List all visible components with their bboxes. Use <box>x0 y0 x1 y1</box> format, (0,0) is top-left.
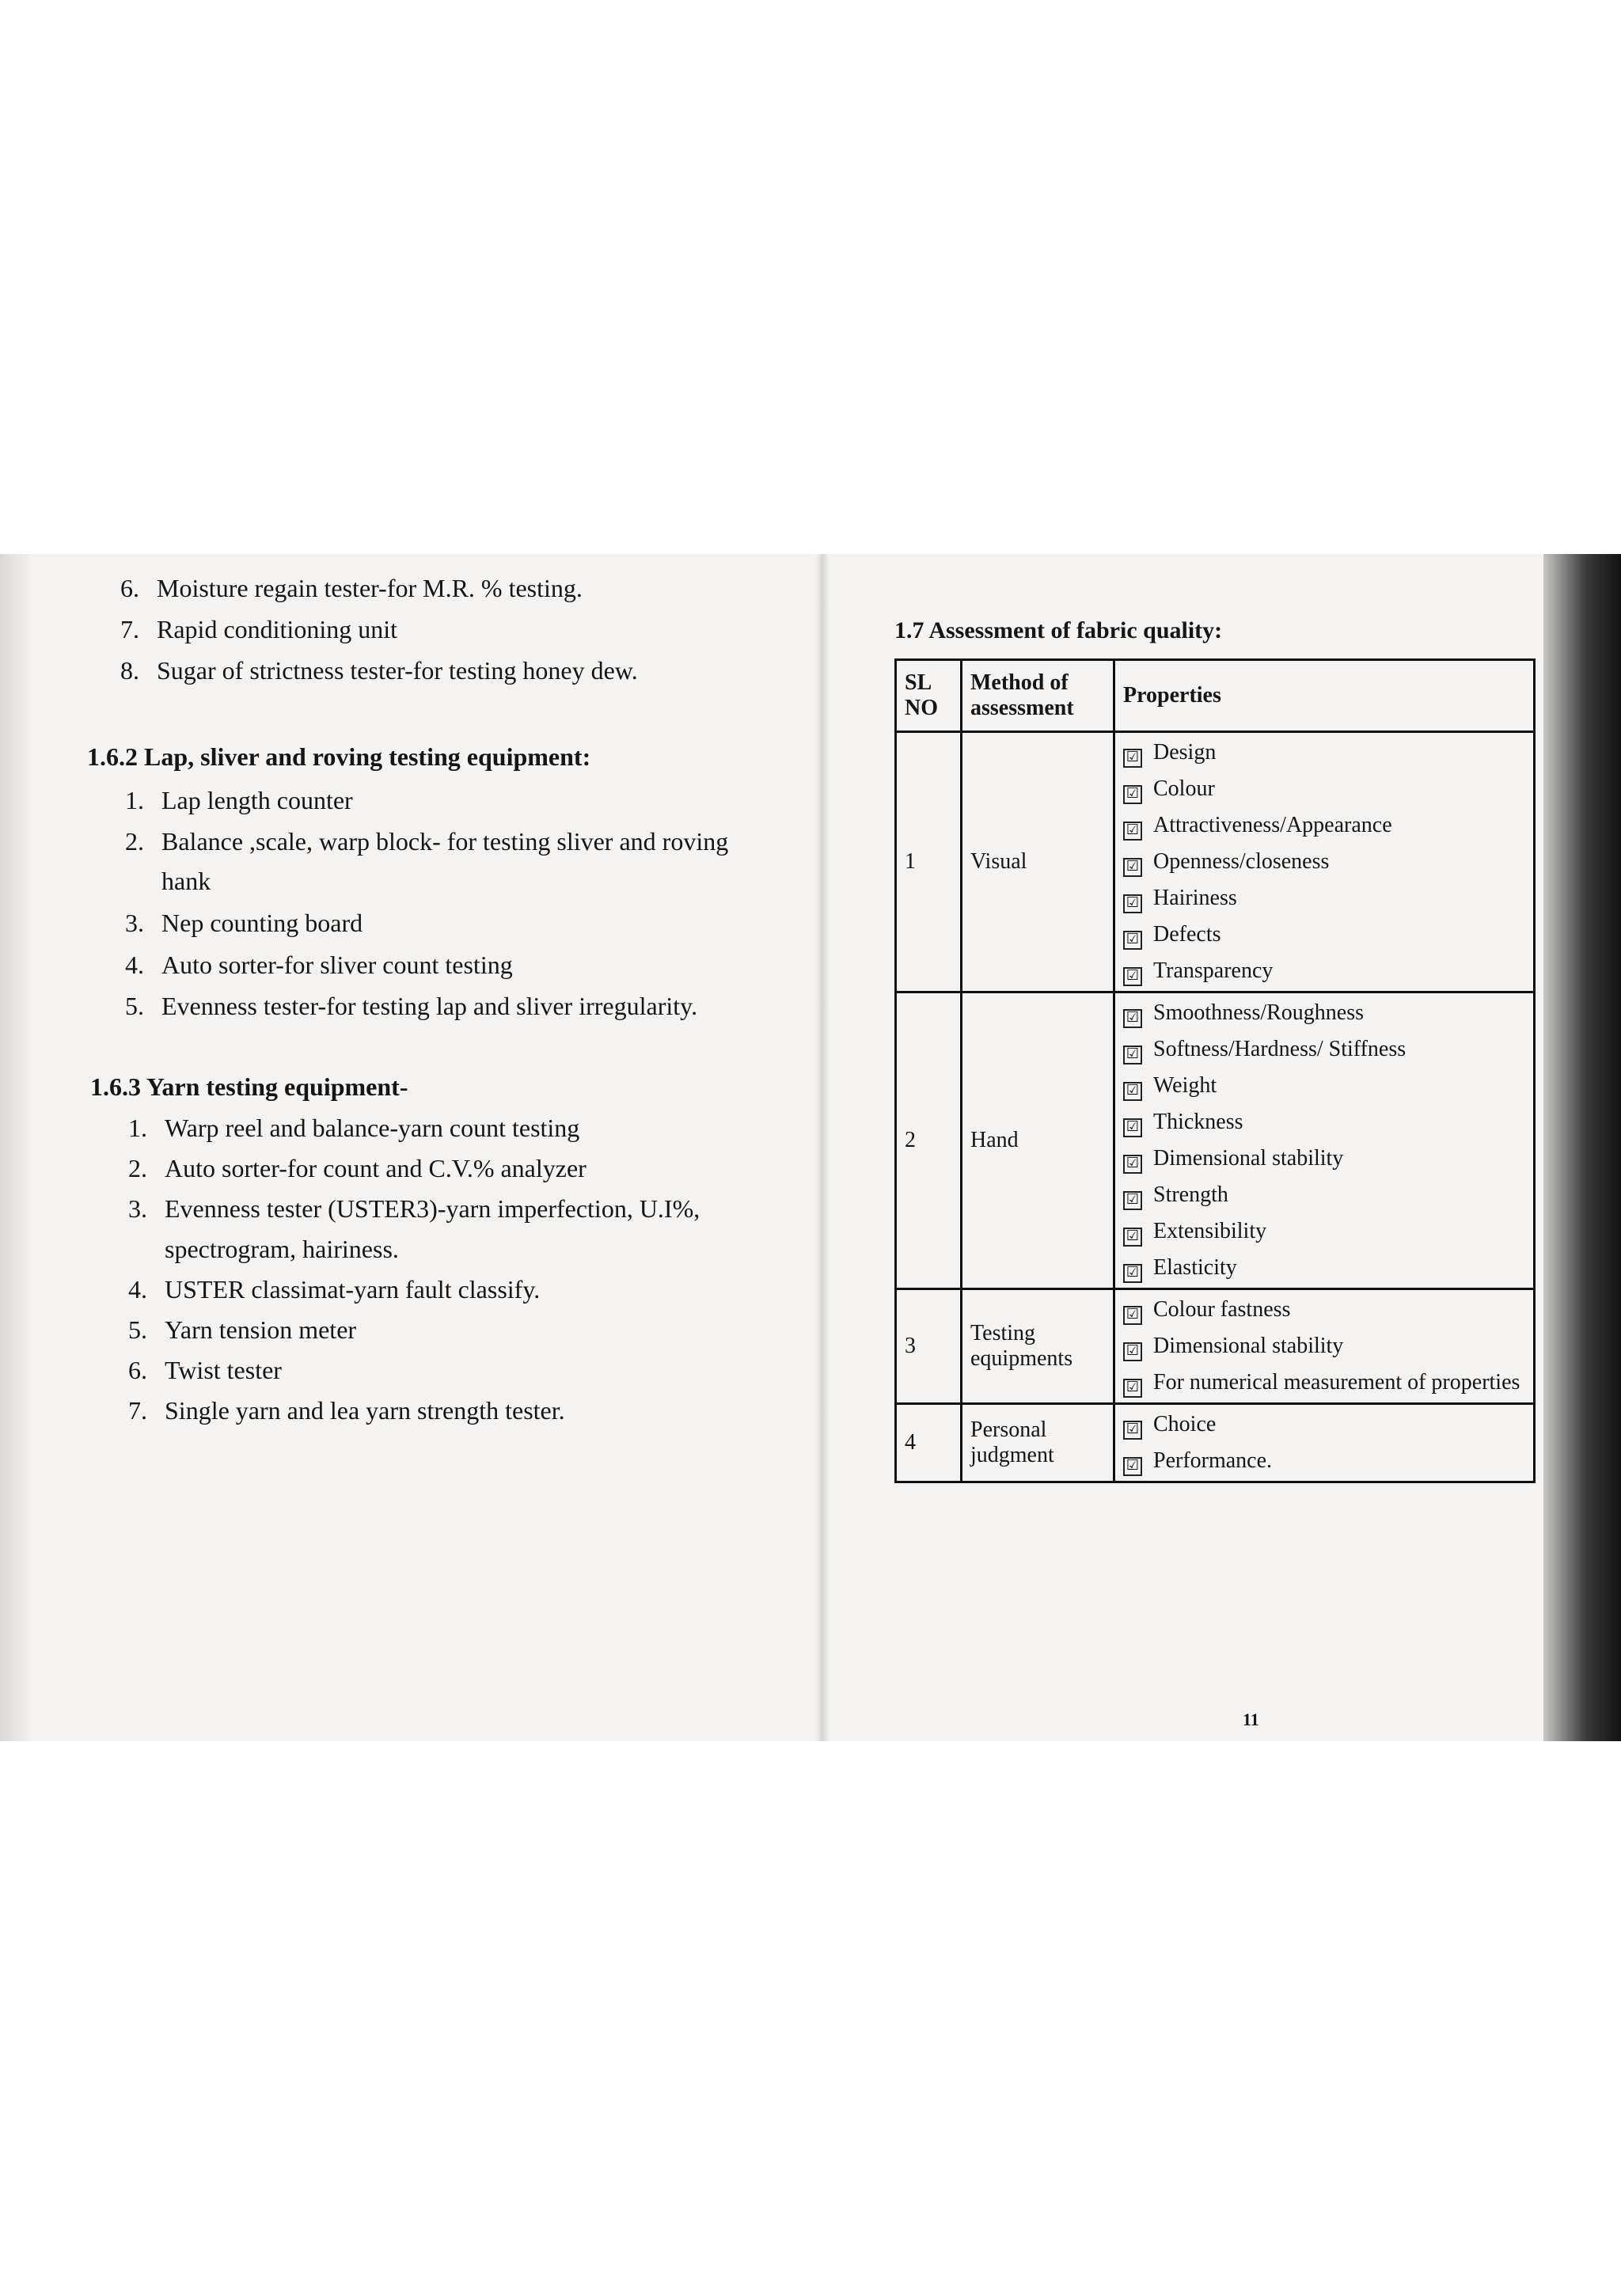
table-row <box>896 1289 1535 1404</box>
list-item: 1. Lap length counter <box>125 786 353 814</box>
property-item: ☑ Design <box>1123 734 1525 771</box>
property-item: ☑ Performance. <box>1123 1443 1525 1479</box>
checkbox-icon: ☑ <box>1123 1009 1142 1028</box>
row-sl: 2 <box>896 992 962 1289</box>
list-item: 7. Rapid conditioning unit <box>120 615 397 643</box>
property-item: ☑ Weight <box>1123 1068 1525 1104</box>
checkbox-icon: ☑ <box>1123 1046 1142 1065</box>
page-number: 11 <box>1243 1710 1259 1729</box>
property-item: ☑ Thickness <box>1123 1104 1525 1140</box>
list-item: 4. Auto sorter-for sliver count testing <box>125 951 513 979</box>
header-method: Method of assessment <box>962 660 1114 732</box>
property-item: ☑ Attractiveness/Appearance <box>1123 807 1525 844</box>
checkbox-icon: ☑ <box>1123 1155 1142 1174</box>
checkbox-icon: ☑ <box>1123 1118 1142 1137</box>
property-item: ☑ Elasticity <box>1123 1250 1525 1286</box>
checkbox-icon: ☑ <box>1123 1191 1142 1210</box>
row-properties <box>1114 1404 1535 1482</box>
list-item: 7. Single yarn and lea yarn strength tester. <box>128 1396 565 1425</box>
property-item: ☑ Choice <box>1123 1406 1525 1443</box>
header-sl: SL NO <box>896 660 962 732</box>
checkbox-icon: ☑ <box>1123 1082 1142 1101</box>
fabric-quality-table <box>894 658 1536 1483</box>
row-method: Personal judgment <box>962 1404 1114 1482</box>
list-item: 5. Yarn tension meter <box>128 1315 357 1344</box>
row-sl: 1 <box>896 732 962 992</box>
list-item: 2. Balance ,scale, warp block- for testing sliver and roving <box>125 827 729 856</box>
table-title: 1.7 Assessment of fabric quality: <box>894 617 1223 643</box>
list-item: 3. Nep counting board <box>125 909 363 937</box>
list-item: hank <box>161 867 211 895</box>
row-sl: 3 <box>896 1289 962 1404</box>
table-row <box>896 732 1535 992</box>
property-item: ☑ Defects <box>1123 917 1525 953</box>
property-item: ☑ Transparency <box>1123 953 1525 989</box>
list-item: 1. Warp reel and balance-yarn count testing <box>128 1114 580 1142</box>
header-properties: Properties <box>1114 660 1535 732</box>
property-item: ☑ Strength <box>1123 1177 1525 1213</box>
checkbox-icon: ☑ <box>1123 1421 1142 1440</box>
property-item: ☑ Smoothness/Roughness <box>1123 995 1525 1031</box>
table-header-row <box>896 660 1535 732</box>
property-item: ☑ Dimensional stability <box>1123 1328 1525 1364</box>
list-item: 6. Twist tester <box>128 1356 282 1384</box>
property-item: ☑ For numerical measurement of properties <box>1123 1364 1525 1401</box>
page-shadow-left <box>0 554 32 1741</box>
list-item: 8. Sugar of strictness tester-for testing honey dew. <box>120 656 638 685</box>
row-method: Testing equipments <box>962 1289 1114 1404</box>
row-sl: 4 <box>896 1404 962 1482</box>
list-item: 2. Auto sorter-for count and C.V.% analyzer <box>128 1154 587 1182</box>
table-row <box>896 1404 1535 1482</box>
checkbox-icon: ☑ <box>1123 931 1142 950</box>
checkbox-icon: ☑ <box>1123 822 1142 841</box>
row-method: Visual <box>962 732 1114 992</box>
row-properties <box>1114 732 1535 992</box>
property-item: ☑ Extensibility <box>1123 1213 1525 1250</box>
section-heading: 1.6.3 Yarn testing equipment- <box>90 1072 408 1101</box>
page-shadow-right <box>1543 554 1621 1741</box>
property-item: ☑ Colour <box>1123 771 1525 807</box>
checkbox-icon: ☑ <box>1123 1379 1142 1398</box>
checkbox-icon: ☑ <box>1123 749 1142 768</box>
checkbox-icon: ☑ <box>1123 1264 1142 1283</box>
checkbox-icon: ☑ <box>1123 1228 1142 1247</box>
list-item: spectrogram, hairiness. <box>165 1235 399 1263</box>
property-item: ☑ Hairiness <box>1123 880 1525 917</box>
property-item: ☑ Openness/closeness <box>1123 844 1525 880</box>
checkbox-icon: ☑ <box>1123 1457 1142 1476</box>
property-item: ☑ Colour fastness <box>1123 1292 1525 1328</box>
list-item: 6. Moisture regain tester-for M.R. % testing. <box>120 574 583 602</box>
checkbox-icon: ☑ <box>1123 1306 1142 1325</box>
checkbox-icon: ☑ <box>1123 785 1142 804</box>
property-item: ☑ Dimensional stability <box>1123 1140 1525 1177</box>
checkbox-icon: ☑ <box>1123 894 1142 913</box>
checkbox-icon: ☑ <box>1123 1342 1142 1361</box>
table-row <box>896 992 1535 1289</box>
row-method: Hand <box>962 992 1114 1289</box>
checkbox-icon: ☑ <box>1123 858 1142 877</box>
list-item: 5. Evenness tester-for testing lap and sliver irregularity. <box>125 992 698 1020</box>
list-item: 4. USTER classimat-yarn fault classify. <box>128 1275 541 1304</box>
checkbox-icon: ☑ <box>1123 967 1142 986</box>
row-properties <box>1114 1289 1535 1404</box>
list-item: 3. Evenness tester (USTER3)-yarn imperfection, U.I%, <box>128 1194 700 1223</box>
book-gutter <box>815 554 829 1741</box>
property-item: ☑ Softness/Hardness/ Stiffness <box>1123 1031 1525 1068</box>
section-heading: 1.6.2 Lap, sliver and roving testing equipment: <box>87 742 591 771</box>
row-properties <box>1114 992 1535 1289</box>
